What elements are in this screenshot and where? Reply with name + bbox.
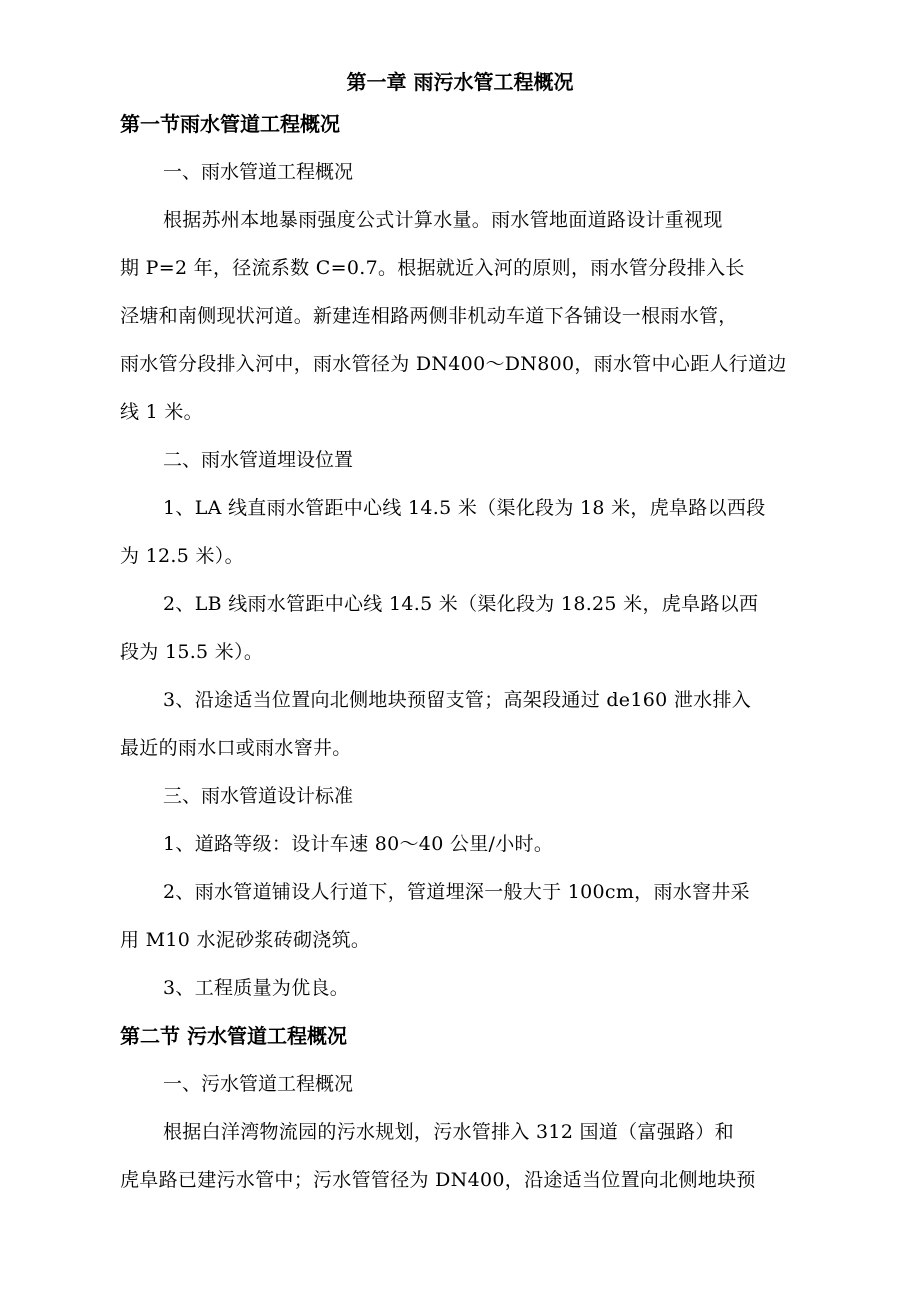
subheading-rainwater-standard: 三、雨水管道设计标准: [163, 785, 354, 807]
text-line: 期 P=2 年，径流系数 C=0.7。根据就近入河的原则，雨水管分段排入长: [120, 257, 745, 279]
paragraph-standard-item-2: [120, 868, 800, 964]
text-line: 根据白洋湾物流园的污水规划，污水管排入 312 国道（富强路）和: [163, 1121, 734, 1143]
paragraph-location-item-2: [120, 580, 800, 676]
chapter-title: 第一章 雨污水管工程概况: [346, 70, 574, 94]
text-line: 2、LB 线雨水管距中心线 14.5 米（渠化段为 18.25 米，虎阜路以西: [163, 593, 759, 615]
subheading-sewage-overview: 一、污水管道工程概况: [163, 1073, 354, 1095]
subheading-rainwater-location: 二、雨水管道埋设位置: [163, 449, 354, 471]
text-line: 根据苏州本地暴雨强度公式计算水量。雨水管地面道路设计重视现: [163, 209, 723, 231]
paragraph-standard-item-1: [120, 820, 800, 868]
paragraph-location-item-1: [120, 484, 800, 580]
text-line: 最近的雨水口或雨水窨井。: [120, 737, 352, 759]
text-line: 3、工程质量为优良。: [163, 977, 350, 999]
section-title-rainwater: 第一节雨水管道工程概况: [120, 112, 340, 136]
text-line: 用 M10 水泥砂浆砖砌浇筑。: [120, 929, 371, 951]
section-title-sewage: 第二节 污水管道工程概况: [120, 1024, 347, 1048]
text-line: 雨水管分段排入河中，雨水管径为 DN400～DN800，雨水管中心距人行道边: [120, 353, 787, 375]
text-line: 为 12.5 米）。: [120, 545, 244, 567]
text-line: 线 1 米。: [120, 401, 203, 423]
paragraph-location-item-3: [120, 676, 800, 772]
paragraph-standard-item-3: [120, 964, 800, 1012]
subheading-rainwater-overview: 一、雨水管道工程概况: [163, 161, 354, 183]
text-line: 1、LA 线直雨水管距中心线 14.5 米（渠化段为 18 米，虎阜路以西段: [163, 497, 766, 519]
text-line: 虎阜路已建污水管中；污水管管径为 DN400，沿途适当位置向北侧地块预: [120, 1169, 756, 1191]
paragraph-rainwater-overview: [120, 196, 800, 436]
text-line: 1、道路等级：设计车速 80～40 公里/小时。: [163, 833, 554, 855]
text-line: 2、雨水管道铺设人行道下，管道埋深一般大于 100cm，雨水窨井采: [163, 881, 750, 903]
text-line: 泾塘和南侧现状河道。新建连相路两侧非机动车道下各铺设一根雨水管，: [120, 305, 738, 327]
text-line: 3、沿途适当位置向北侧地块预留支管；高架段通过 de160 泄水排入: [163, 689, 752, 711]
paragraph-sewage-overview: [120, 1108, 800, 1204]
text-line: 段为 15.5 米）。: [120, 641, 264, 663]
